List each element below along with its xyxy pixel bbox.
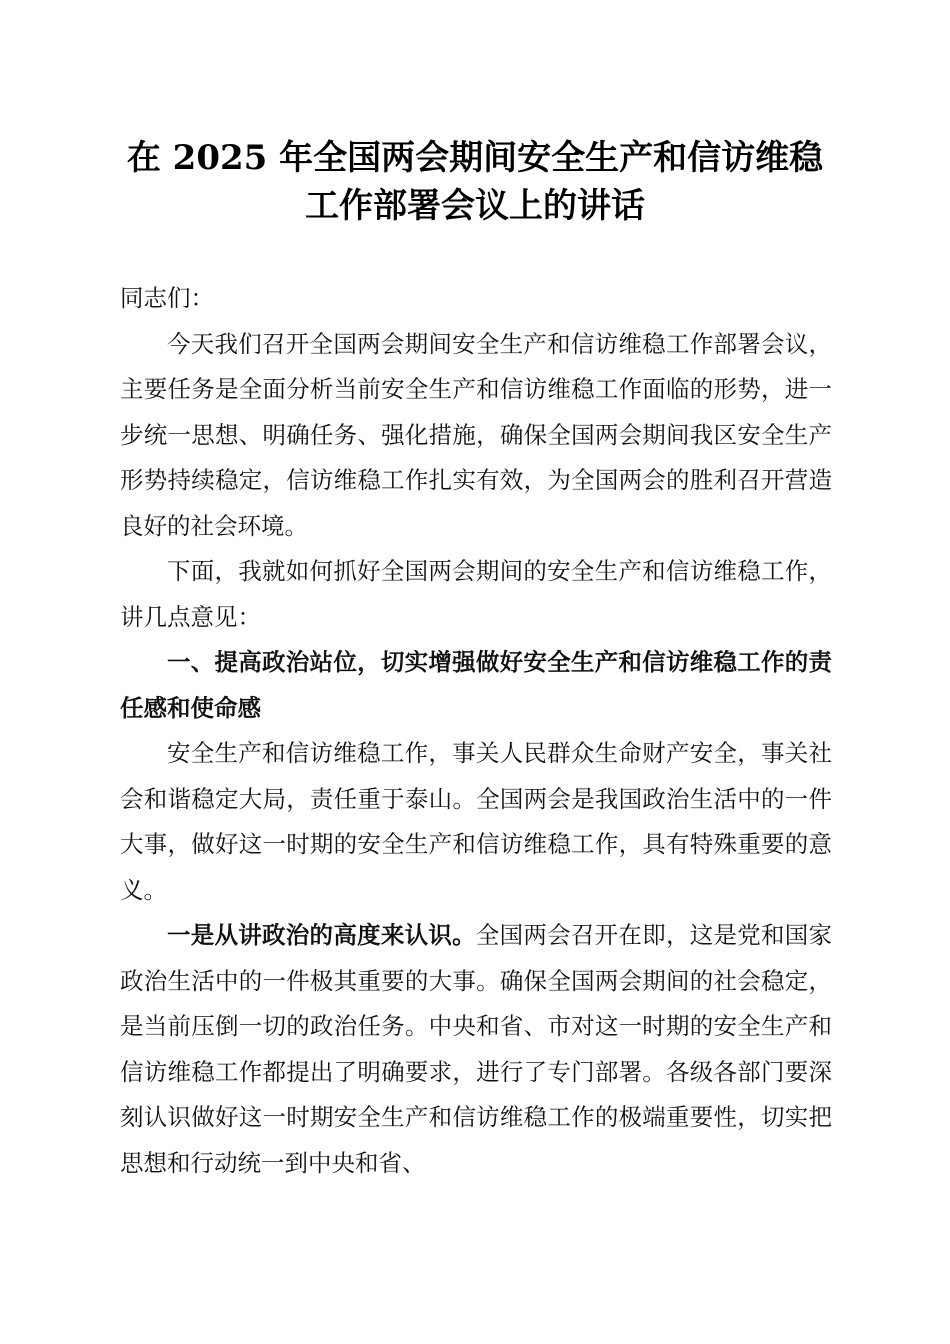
title-line-2: 工作部署会议上的讲话	[305, 186, 645, 226]
title-line-1: 在 2025 年全国两会期间安全生产和信访维稳	[126, 138, 824, 178]
document-title	[0, 134, 950, 230]
paragraph-point-1	[120, 913, 832, 1186]
document-body	[120, 276, 832, 1186]
section-heading-1: 一、提高政治站位，切实增强做好安全生产和信访维稳工作的责任感和使命感	[120, 648, 832, 722]
point-1-text: 全国两会召开在即，这是党和国家政治生活中的一件极其重要的大事。确保全国两会期间的社会稳定，是当前压倒一切的政治任务。中央和省、市对这一时期的安全生产和信访维稳工作都提出了明确要求，进行了专门部署。各级各部门要深刻认识做好这一时期安全生产和信访维稳工作的极端重要性，切实把思想和行动统一到中央和省、	[120, 921, 833, 1177]
paragraph-outline: 下面，我就如何抓好全国两会期间的安全生产和信访维稳工作，讲几点意见：	[120, 557, 832, 631]
point-1-lead: 一是从讲政治的高度来认识。	[167, 921, 476, 949]
paragraph-section-1: 安全生产和信访维稳工作，事关人民群众生命财产安全，事关社会和谐稳定大局，责任重于泰山。全国两会是我国政治生活中的一件大事，做好这一时期的安全生产和信访维稳工作，具有特殊重要的意义。	[120, 739, 832, 904]
paragraph-intro: 今天我们召开全国两会期间安全生产和信访维稳工作部署会议，主要任务是全面分析当前安全生产和信访维稳工作面临的形势，进一步统一思想、明确任务、强化措施，确保全国两会期间我区安全生产形势持续稳定，信访维稳工作扎实有效，为全国两会的胜利召开营造良好的社会环境。	[120, 329, 832, 540]
salutation: 同志们：	[120, 284, 214, 312]
